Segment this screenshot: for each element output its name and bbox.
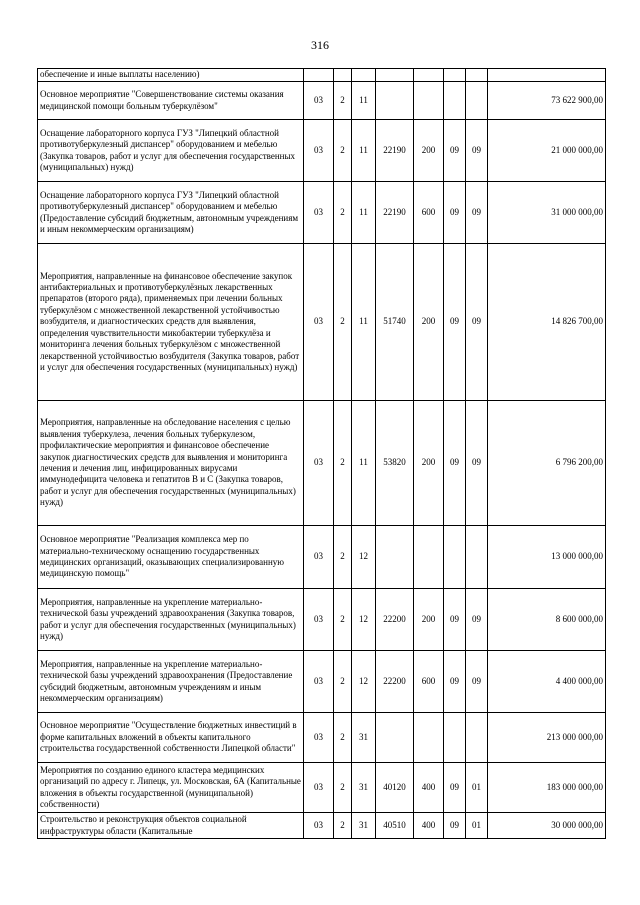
main-event-code-cell: 11 <box>352 120 376 182</box>
program-code-cell: 03 <box>304 713 334 763</box>
row-name-cell: Основное мероприятие "Реализация комплекса мер по материально-техническому оснащению государственных медицинских организаций, оказывающих специализированную медицинскую помощь" <box>38 526 304 589</box>
main-event-code-cell: 11 <box>352 82 376 120</box>
section-cell: 09 <box>444 120 466 182</box>
subsection-cell <box>466 69 488 82</box>
table-row <box>38 763 606 813</box>
row-name-cell: Мероприятия, направленные на укрепление материально-технической базы учреждений здравоохранения (Предоставление субсидий бюджетным, автономным учреждениям и иным некоммерческим организациям) <box>38 651 304 713</box>
budget-table <box>37 68 606 839</box>
subsection-cell: 01 <box>466 813 488 839</box>
section-cell: 09 <box>444 651 466 713</box>
program-code-cell <box>304 69 334 82</box>
subsection-cell: 09 <box>466 182 488 244</box>
subsection-cell <box>466 526 488 589</box>
expense-type-cell: 400 <box>414 813 444 839</box>
direction-code-cell: 40510 <box>376 813 414 839</box>
main-event-code-cell: 12 <box>352 589 376 651</box>
amount-cell: 73 622 900,00 <box>488 82 606 120</box>
row-name-cell: Мероприятия, направленные на укрепление материально-технической базы учреждений здравоохранения (Закупка товаров, работ и услуг для обеспечения государственных (муниципальных) нужд) <box>38 589 304 651</box>
table-row <box>38 120 606 182</box>
row-name-cell: Мероприятия по созданию единого кластера медицинских организаций по адресу г. Липецк, ул. Московская, 6А (Капитальные вложения в объекты государственной (муниципальной) собственности) <box>38 763 304 813</box>
row-name-cell: Оснащение лабораторного корпуса ГУЗ "Липецкий областной противотуберкулезный диспансер" оборудованием и мебелью (Закупка товаров, работ и услуг для обеспечения государственных (муниципальных) нужд) <box>38 120 304 182</box>
subprogram-code-cell: 2 <box>334 401 352 526</box>
amount-cell <box>488 69 606 82</box>
page-number: 316 <box>311 38 329 52</box>
direction-code-cell: 53820 <box>376 401 414 526</box>
subprogram-code-cell: 2 <box>334 813 352 839</box>
table-row <box>38 182 606 244</box>
expense-type-cell <box>414 713 444 763</box>
expense-type-cell: 200 <box>414 244 444 401</box>
table-row <box>38 589 606 651</box>
main-event-code-cell: 31 <box>352 813 376 839</box>
row-name-cell: Мероприятия, направленные на финансовое обеспечение закупок антибактериальных и противотуберкулёзных лекарственных препаратов (второго ряда), применяемых при лечении больных туберкулёзом с множественной лекарственной устойчивостью возбудителя, и диагностических средств для выявления, определения чувствительности микобактерии туберкулёза и мониторинга лечения больных туберкулёзом с множественной лекарственной устойчивостью возбудителя (Закупка товаров, работ и услуг для обеспечения государственных (муниципальных) нужд) <box>38 244 304 401</box>
program-code-cell: 03 <box>304 120 334 182</box>
table-row <box>38 69 606 82</box>
expense-type-cell: 600 <box>414 182 444 244</box>
subsection-cell: 09 <box>466 244 488 401</box>
main-event-code-cell: 11 <box>352 401 376 526</box>
program-code-cell: 03 <box>304 82 334 120</box>
subprogram-code-cell: 2 <box>334 82 352 120</box>
subprogram-code-cell: 2 <box>334 713 352 763</box>
direction-code-cell: 22200 <box>376 589 414 651</box>
subsection-cell: 09 <box>466 651 488 713</box>
table-row <box>38 713 606 763</box>
amount-cell: 4 400 000,00 <box>488 651 606 713</box>
table-row <box>38 244 606 401</box>
subsection-cell: 01 <box>466 763 488 813</box>
expense-type-cell: 400 <box>414 763 444 813</box>
subprogram-code-cell: 2 <box>334 182 352 244</box>
table-row <box>38 651 606 713</box>
direction-code-cell <box>376 526 414 589</box>
program-code-cell: 03 <box>304 589 334 651</box>
section-cell <box>444 713 466 763</box>
row-name-cell: обеспечение и иные выплаты населению) <box>38 69 304 82</box>
subprogram-code-cell: 2 <box>334 651 352 713</box>
program-code-cell: 03 <box>304 651 334 713</box>
subsection-cell <box>466 82 488 120</box>
subsection-cell: 09 <box>466 120 488 182</box>
section-cell <box>444 526 466 589</box>
amount-cell: 13 000 000,00 <box>488 526 606 589</box>
direction-code-cell: 40120 <box>376 763 414 813</box>
amount-cell: 8 600 000,00 <box>488 589 606 651</box>
program-code-cell: 03 <box>304 401 334 526</box>
row-name-cell: Строительство и реконструкция объектов социальной инфраструктуры области (Капитальные <box>38 813 304 839</box>
section-cell: 09 <box>444 813 466 839</box>
amount-cell: 31 000 000,00 <box>488 182 606 244</box>
main-event-code-cell <box>352 69 376 82</box>
program-code-cell: 03 <box>304 813 334 839</box>
main-event-code-cell: 11 <box>352 244 376 401</box>
table-row <box>38 82 606 120</box>
row-name-cell: Оснащение лабораторного корпуса ГУЗ "Липецкий областной противотуберкулезный диспансер" оборудованием и мебелью (Предоставление субсидий бюджетным, автономным учреждениям и иным некоммерческим организациям) <box>38 182 304 244</box>
expense-type-cell <box>414 526 444 589</box>
section-cell: 09 <box>444 589 466 651</box>
direction-code-cell <box>376 713 414 763</box>
direction-code-cell: 22200 <box>376 651 414 713</box>
direction-code-cell <box>376 69 414 82</box>
section-cell <box>444 69 466 82</box>
subprogram-code-cell: 2 <box>334 763 352 813</box>
subprogram-code-cell <box>334 69 352 82</box>
program-code-cell: 03 <box>304 526 334 589</box>
subsection-cell <box>466 713 488 763</box>
program-code-cell: 03 <box>304 182 334 244</box>
main-event-code-cell: 31 <box>352 713 376 763</box>
section-cell: 09 <box>444 182 466 244</box>
table-row <box>38 813 606 839</box>
section-cell: 09 <box>444 763 466 813</box>
direction-code-cell: 22190 <box>376 120 414 182</box>
program-code-cell: 03 <box>304 244 334 401</box>
expense-type-cell: 200 <box>414 589 444 651</box>
subsection-cell: 09 <box>466 589 488 651</box>
subsection-cell: 09 <box>466 401 488 526</box>
expense-type-cell: 200 <box>414 120 444 182</box>
subprogram-code-cell: 2 <box>334 244 352 401</box>
amount-cell: 30 000 000,00 <box>488 813 606 839</box>
section-cell <box>444 82 466 120</box>
row-name-cell: Основное мероприятие "Совершенствование системы оказания медицинской помощи больным туберкулёзом" <box>38 82 304 120</box>
main-event-code-cell: 11 <box>352 182 376 244</box>
program-code-cell: 03 <box>304 763 334 813</box>
row-name-cell: Основное мероприятие "Осуществление бюджетных инвестиций в форме капитальных вложений в объекты капитального строительства государственной собственности Липецкой области" <box>38 713 304 763</box>
main-event-code-cell: 12 <box>352 651 376 713</box>
section-cell: 09 <box>444 244 466 401</box>
expense-type-cell <box>414 82 444 120</box>
expense-type-cell: 200 <box>414 401 444 526</box>
table-row <box>38 526 606 589</box>
section-cell: 09 <box>444 401 466 526</box>
expense-type-cell: 600 <box>414 651 444 713</box>
subprogram-code-cell: 2 <box>334 589 352 651</box>
direction-code-cell: 51740 <box>376 244 414 401</box>
row-name-cell: Мероприятия, направленные на обследование населения с целью выявления туберкулеза, лечения больных туберкулезом, профилактические мероприятия и финансовое обеспечение закупок диагностических средств для выявления и мониторинга лечения и лечения лиц, инфицированных вирусами иммунодефицита человека и гепатитов В и С (Закупка товаров, работ и услуг для обеспечения государственных (муниципальных) нужд) <box>38 401 304 526</box>
subprogram-code-cell: 2 <box>334 526 352 589</box>
direction-code-cell: 22190 <box>376 182 414 244</box>
subprogram-code-cell: 2 <box>334 120 352 182</box>
direction-code-cell <box>376 82 414 120</box>
amount-cell: 213 000 000,00 <box>488 713 606 763</box>
amount-cell: 6 796 200,00 <box>488 401 606 526</box>
amount-cell: 183 000 000,00 <box>488 763 606 813</box>
amount-cell: 14 826 700,00 <box>488 244 606 401</box>
amount-cell: 21 000 000,00 <box>488 120 606 182</box>
main-event-code-cell: 12 <box>352 526 376 589</box>
table-row <box>38 401 606 526</box>
main-event-code-cell: 31 <box>352 763 376 813</box>
expense-type-cell <box>414 69 444 82</box>
